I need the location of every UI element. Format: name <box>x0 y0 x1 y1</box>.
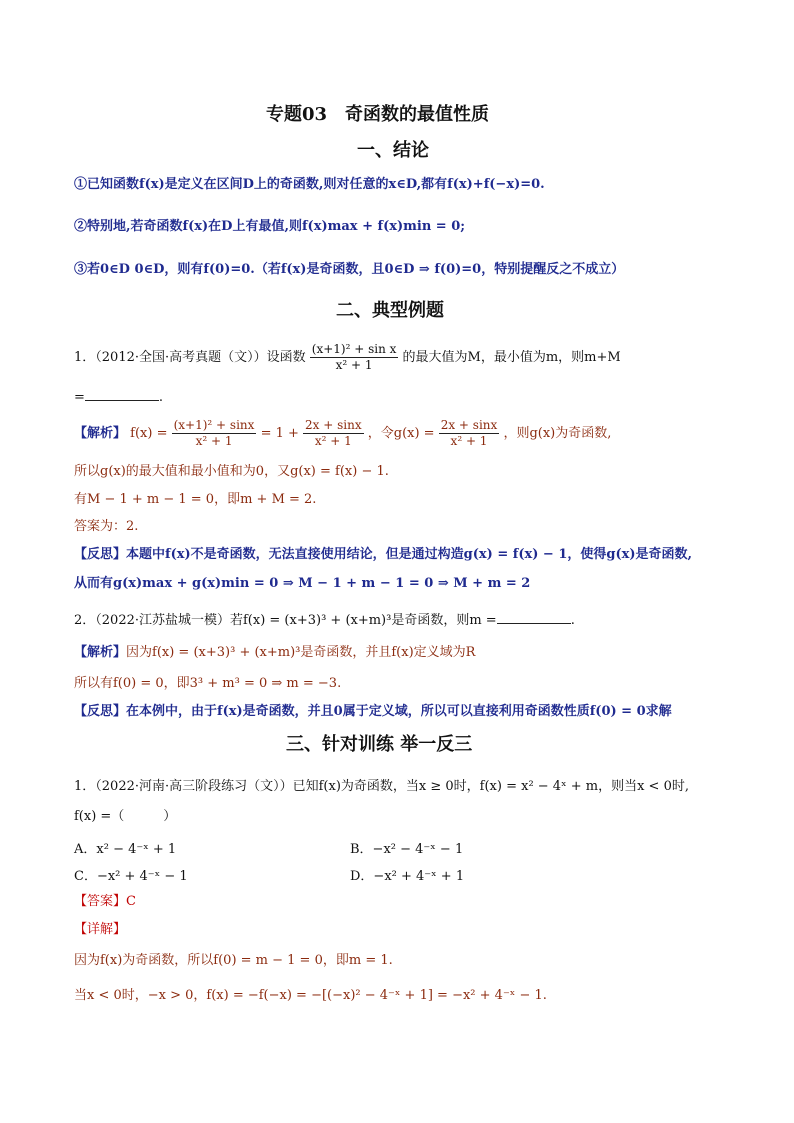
solution-fraction-1-den: x² + 1 <box>195 434 233 448</box>
option-a[interactable]: A．x² − 4⁻ˣ + 1 <box>74 842 177 857</box>
example2-question-text: 2．（2022·江苏盐城一模）若f(x) = (x+3)³ + (x+m)³是奇函数，则m = <box>74 613 497 628</box>
solution-fraction-3 <box>439 418 500 449</box>
example1-solution-end: ，则g(x)为奇函数, <box>503 426 612 441</box>
solution-fraction-3-den: x² + 1 <box>450 434 488 448</box>
example1-solution-line2: 所以g(x)的最大值和最小值和为0，又g(x) = f(x) − 1. <box>74 464 389 479</box>
conclusion-1: ①已知函数f(x)是定义在区间D上的奇函数,则对任意的x∈D,都有f(x)+f(−x)=0. <box>74 177 545 192</box>
section-heading-examples: 二、典型例题 <box>336 300 444 321</box>
answer-tag: 【答案】 <box>74 894 127 909</box>
section-heading-conclusion: 一、结论 <box>357 140 429 161</box>
conclusion-3: ③若0∈D 0∈D，则有f(0)=0.（若f(x)是奇函数，且0∈D ⇒ f(0)=0，特别提醒反之不成立） <box>74 262 625 277</box>
example1-question-prefix: 1．（2012·全国·高考真题（文））设函数 <box>74 350 306 365</box>
solution-fraction-1 <box>172 418 257 449</box>
fansi-tag: 【反思】 <box>74 704 127 719</box>
example1-reflection-text: 本题中f(x)不是奇函数，无法直接使用结论，但是通过构造g(x) = f(x) − 1，使得g(x)是奇函数, <box>126 547 693 562</box>
practice1-answer <box>74 893 136 911</box>
example2-question <box>74 611 575 630</box>
option-c[interactable]: C．−x² + 4⁻ˣ − 1 <box>74 869 188 884</box>
detail-tag: 【详解】 <box>74 922 127 937</box>
jiexi-tag: 【解析】 <box>74 426 127 441</box>
example1-reflection-line2: 从而有g(x)max + g(x)min = 0 ⇒ M − 1 + m − 1 = 0 ⇒ M + m = 2 <box>74 576 531 591</box>
practice1-question: 1．（2022·河南·高三阶段练习（文））已知f(x)为奇函数，当x ≥ 0时，f(x) = x² − 4ˣ + m，则当x < 0时, <box>74 779 689 794</box>
answer-blank <box>85 388 159 401</box>
option-b[interactable]: B．−x² − 4⁻ˣ − 1 <box>350 842 464 857</box>
example2-reflection <box>74 703 672 721</box>
example1-fraction <box>310 342 399 373</box>
practice1-question-line2: f(x) =（ ） <box>74 809 177 824</box>
conclusion-2: ②特别地,若奇函数f(x)在D上有最值,则f(x)max + f(x)min = 0; <box>74 219 466 234</box>
example2-solution <box>74 644 475 662</box>
example1-solution-f: f(x) = <box>130 426 168 441</box>
example1-period: . <box>158 390 164 405</box>
solution-fraction-2-num: 2x + sinx <box>305 418 362 432</box>
solution-fraction-3-num: 2x + sinx <box>440 418 498 432</box>
example1-reflection <box>74 546 692 564</box>
page-title: 专题03 奇函数的最值性质 <box>266 104 490 125</box>
practice1-detail-line2: 当x < 0时，−x > 0，f(x) = −f(−x) = −[(−x)² − 4⁻ˣ + 1] = −x² + 4⁻ˣ − 1. <box>74 988 547 1003</box>
example1-solution <box>74 416 611 452</box>
example2-reflection-text: 在本例中，由于f(x)是奇函数，并且0属于定义域，所以可以直接利用奇函数性质f(0) = 0求解 <box>126 704 672 719</box>
example1-question <box>74 340 621 376</box>
example1-equals: = <box>74 390 85 405</box>
example1-answer: 答案为：2. <box>74 519 139 534</box>
example2-period: . <box>570 613 575 628</box>
answer-blank <box>497 611 571 624</box>
jiexi-tag: 【解析】 <box>74 645 127 660</box>
example1-answer-line <box>74 388 163 407</box>
practice1-detail-line1: 因为f(x)为奇函数，所以f(0) = m − 1 = 0，即m = 1. <box>74 953 393 968</box>
example1-fraction-numerator: (x+1)² + sin x <box>311 342 397 356</box>
example1-solution-let: ，令g(x) = <box>367 426 435 441</box>
example1-solution-mid: = 1 + <box>260 426 299 441</box>
fansi-tag: 【反思】 <box>74 547 127 562</box>
example1-solution-line3: 有M − 1 + m − 1 = 0，即m + M = 2. <box>74 492 317 507</box>
solution-fraction-2 <box>303 418 364 449</box>
example2-solution-text: 因为f(x) = (x+3)³ + (x+m)³是奇函数，并且f(x)定义域为R <box>126 645 476 660</box>
example1-fraction-denominator: x² + 1 <box>335 358 373 372</box>
section-heading-practice: 三、针对训练 举一反三 <box>286 734 473 755</box>
option-d[interactable]: D．−x² + 4⁻ˣ + 1 <box>350 869 465 884</box>
example2-solution-line2: 所以有f(0) = 0，即3³ + m³ = 0 ⇒ m = −3. <box>74 676 342 691</box>
answer-value: C <box>126 894 136 909</box>
solution-fraction-1-num: (x+1)² + sinx <box>173 418 255 432</box>
example1-question-suffix: 的最大值为M，最小值为m，则m+M <box>402 350 621 365</box>
solution-fraction-2-den: x² + 1 <box>314 434 352 448</box>
